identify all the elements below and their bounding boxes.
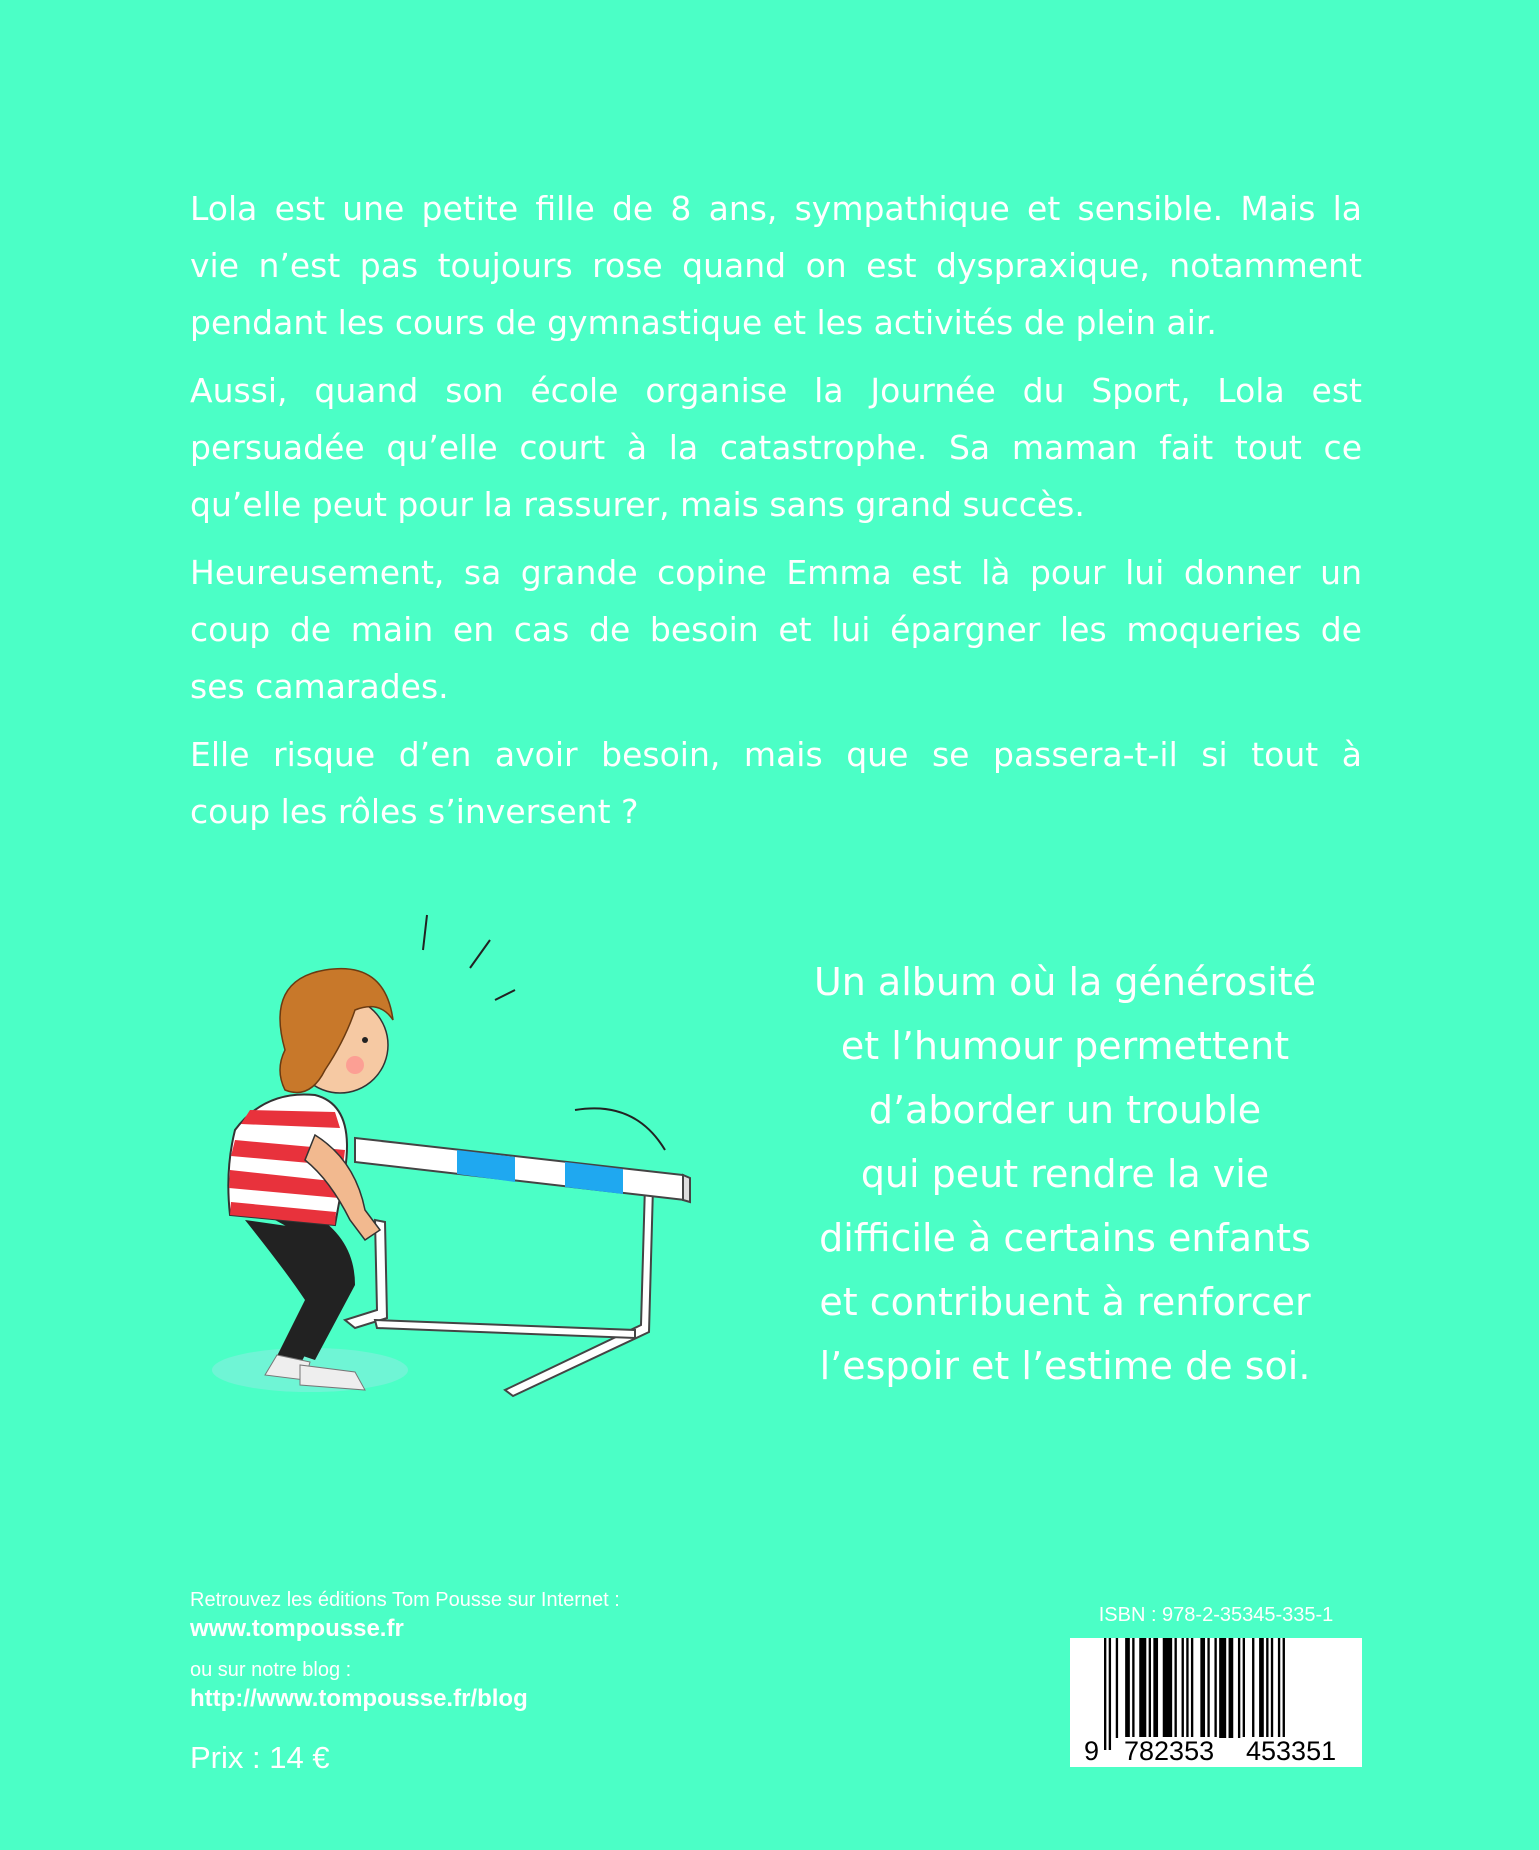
text-line: coup de main en cas de besoin et lui épargner les moqueries de bbox=[190, 610, 1362, 649]
barcode-bar bbox=[1214, 1638, 1216, 1750]
text-line: coup les rôles s’inversent ? bbox=[190, 792, 639, 831]
barcode-bar bbox=[1139, 1638, 1146, 1738]
barcode-bar bbox=[1219, 1638, 1226, 1738]
text-line: vie n’est pas toujours rose quand on est dyspraxique, notamment bbox=[190, 246, 1362, 285]
barcode-bar bbox=[1163, 1638, 1172, 1738]
summary-paragraph-3 bbox=[190, 544, 1362, 715]
barcode-bar bbox=[1207, 1638, 1209, 1750]
barcode-bar bbox=[1200, 1638, 1205, 1738]
barcode-bar bbox=[1182, 1638, 1184, 1738]
blurb-line: et contribuent à renforcer bbox=[819, 1280, 1311, 1324]
barcode-bar bbox=[1238, 1638, 1240, 1738]
summary-paragraph-4 bbox=[190, 726, 1362, 840]
barcode-digits-right: 453351 bbox=[1242, 1737, 1340, 1765]
barcode-bar bbox=[1153, 1638, 1158, 1738]
isbn-label: ISBN : 978-2-35345-335-1 bbox=[1098, 1604, 1334, 1626]
barcode-digit-first: 9 bbox=[1084, 1736, 1100, 1766]
barcode-bar bbox=[1229, 1638, 1234, 1738]
text-line: persuadée qu’elle court à la catastrophe. Sa maman fait tout ce bbox=[190, 428, 1362, 467]
internet-label: Retrouvez les éditions Tom Pousse sur Internet : bbox=[190, 1589, 620, 1611]
barcode bbox=[1070, 1638, 1362, 1767]
blurb-text bbox=[770, 950, 1360, 1398]
barcode-bar bbox=[1266, 1638, 1268, 1738]
website-link[interactable]: www.tompousse.fr bbox=[190, 1615, 404, 1642]
barcode-bar bbox=[1271, 1638, 1273, 1738]
summary-paragraph-2 bbox=[190, 362, 1362, 533]
text-line: pendant les cours de gymnastique et les activités de plein air. bbox=[190, 303, 1217, 342]
barcode-bar bbox=[1186, 1638, 1188, 1738]
barcode-bar bbox=[1104, 1638, 1106, 1750]
price: Prix : 14 € bbox=[190, 1740, 330, 1775]
barcode-bar bbox=[1191, 1638, 1193, 1738]
blurb-line: Un album où la générosité bbox=[813, 960, 1317, 1004]
blog-label: ou sur notre blog : bbox=[190, 1659, 352, 1681]
barcode-bar bbox=[1175, 1638, 1177, 1738]
girl-hurdle-illustration bbox=[205, 900, 705, 1410]
barcode-bar bbox=[1243, 1638, 1245, 1738]
text-line: qu’elle peut pour la rassurer, mais sans grand succès. bbox=[190, 485, 1085, 524]
girl-head bbox=[280, 969, 393, 1093]
barcode-digits-left: 782353 bbox=[1120, 1737, 1218, 1765]
text-line: Heureusement, sa grande copine Emma est là pour lui donner un bbox=[190, 553, 1362, 592]
barcode-bar bbox=[1278, 1638, 1280, 1750]
blog-link[interactable]: http://www.tompousse.fr/blog bbox=[190, 1685, 528, 1712]
barcode-bar bbox=[1116, 1638, 1118, 1738]
hurdle bbox=[345, 1138, 690, 1396]
barcode-bar bbox=[1125, 1638, 1130, 1738]
barcode-bar bbox=[1109, 1638, 1111, 1750]
barcode-bar bbox=[1259, 1638, 1264, 1738]
barcode-bar bbox=[1132, 1638, 1134, 1738]
summary-text bbox=[190, 180, 1362, 851]
text-line: Elle risque d’en avoir besoin, mais que se passera-t-il si tout à bbox=[190, 735, 1362, 774]
text-line: Aussi, quand son école organise la Journée du Sport, Lola est bbox=[190, 371, 1362, 410]
barcode-bar bbox=[1149, 1638, 1151, 1738]
blurb-line: et l’humour permettent bbox=[840, 1024, 1290, 1068]
summary-paragraph-1 bbox=[190, 180, 1362, 351]
blurb-line: difficile à certains enfants bbox=[819, 1216, 1311, 1260]
barcode-bar bbox=[1283, 1638, 1285, 1750]
blurb-line: d’aborder un trouble bbox=[868, 1088, 1262, 1132]
publisher-info bbox=[190, 1586, 620, 1776]
text-line: ses camarades. bbox=[190, 667, 449, 706]
barcode-bar bbox=[1252, 1638, 1254, 1738]
blurb-line: l’espoir et l’estime de soi. bbox=[819, 1344, 1311, 1388]
text-line: Lola est une petite fille de 8 ans, sympathique et sensible. Mais la bbox=[190, 189, 1362, 228]
blurb-line: qui peut rendre la vie bbox=[860, 1152, 1270, 1196]
